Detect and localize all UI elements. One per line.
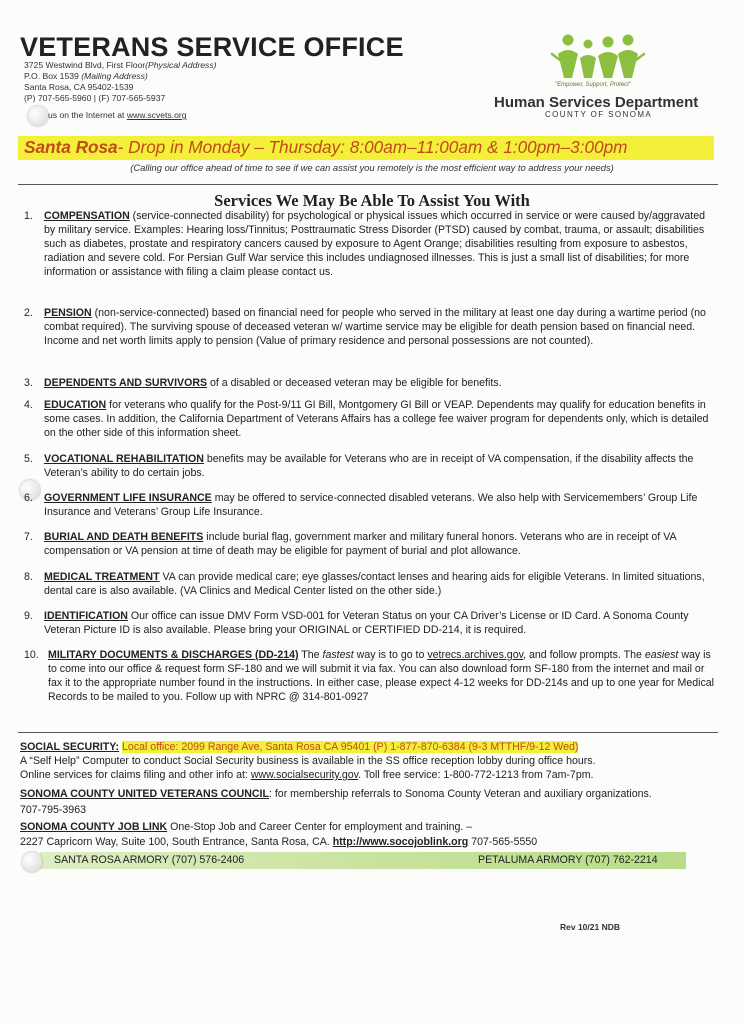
county-name: COUNTY OF SONOMA — [545, 110, 653, 119]
social-security-line — [20, 740, 720, 754]
service-item-compensation: 1. COMPENSATION (service-connected disability) for psychological or physical issues which occurred in service or were caused by/aggravated by military service. Examples: Hearing loss/Tinnitus; Posttraumatic Stress Disorder (PTSD) caused by combat, trauma, or assault; disabilities such as diabetes, prostate and respiratory cancers caused by exposure to Agent Orange; disabilities resulting from exposure to asbestos, radiation and severe cold. For Persian Gulf War service this includes undiagnosed illnesses. This is just a small list of disabilities; for more information or assistance with filing a claim please contact us. — [24, 210, 706, 278]
vetrecs-link[interactable]: vetrecs.archives.gov — [427, 649, 524, 661]
social-security-office: Local office: 2099 Range Ave, Santa Rosa CA 95401 (P) 1-877-870-6384 (9-3 MTTHF/9-12 Wed) — [122, 741, 579, 753]
veterans-council-line: SONOMA COUNTY UNITED VETERANS COUNCIL: for membership referrals to Sonoma County Veteran and auxiliary organizations. — [20, 788, 652, 800]
logo-tagline: "Empower, Support, Protect" — [555, 82, 631, 88]
services-title: Services We May Be Able To Assist You With — [214, 191, 530, 210]
service-item-burial: 7. BURIAL AND DEATH BENEFITS include burial flag, government marker and military funeral honors. Veterans who are in receipt of VA compensation or VA pension at time of death may be eligible for payment of burial and plot allowance. — [24, 531, 676, 557]
hole-punch-icon — [28, 106, 48, 126]
petaluma-armory: PETALUMA ARMORY (707) 762-2214 — [478, 854, 658, 866]
address-mailing: P.O. Box 1539 (Mailing Address) — [24, 71, 148, 81]
address-city: Santa Rosa, CA 95402-1539 — [24, 82, 134, 92]
service-item-life-insurance: 6. GOVERNMENT LIFE INSURANCE may be offered to service-connected disabled veterans. We also help with Servicemembers’ Group Life Insurance and Veterans’ Group Life Insurance. — [24, 492, 698, 518]
service-item-military-documents: 10. MILITARY DOCUMENTS & DISCHARGES (DD-214) The fastest way is to go to vetrecs.archives.gov, and follow prompts. The easiest way is to come into our office & request form SF-180 and we will submit it via fax. You can also download form SF-180 from the internet and mail or fax it to the appropriate number found in the instructions. In either case, please expect 4-12 weeks for DD-214s and up to one year for Medical Records to be mailed to you. Follow up with NPRC @ 314-801-0927 — [24, 649, 715, 703]
divider — [18, 184, 718, 185]
job-link-address: 2227 Capricorn Way, Suite 100, South Entrance, Santa Rosa, CA. http://www.socojoblink.org 707-565-5550 — [20, 836, 538, 848]
service-item-pension: 2. PENSION (non-service-connected) based on financial need for people who served in the military at least one day during a wartime period (no combat required). The surviving spouse of deceased veteran w/ wartime service may be eligible for death pension based on financial need. Income and net worth limits apply to pension (Value of primary residence and personal possessions are not counted). — [24, 307, 706, 347]
socojoblink-link[interactable]: http://www.socojoblink.org — [332, 836, 469, 848]
phone-fax: (P) 707-565-5960 | (F) 707-565-5937 — [24, 93, 166, 103]
website-link[interactable]: www.scvets.org — [126, 110, 187, 120]
hole-punch-icon — [22, 852, 42, 872]
job-link-line: SONOMA COUNTY JOB LINK One-Stop Job and Career Center for employment and training. – — [20, 821, 473, 833]
veterans-council-heading: SONOMA COUNTY UNITED VETERANS COUNCIL — [20, 788, 269, 800]
hours-location: Santa Rosa — [24, 137, 118, 157]
service-item-vocational: 5. VOCATIONAL REHABILITATION benefits may be available for Veterans who are in receipt of VA compensation, if the disability affects the Veteran’s ability to do certain jobs. — [24, 453, 694, 479]
web-address: us on the Internet at www.scvets.org — [48, 110, 187, 120]
online-services-line: Online services for claims filing and other info at: www.socialsecurity.gov. Toll free service: 1-800-772-1213 from 7am-7pm. — [20, 769, 594, 781]
job-link-heading: SONOMA COUNTY JOB LINK — [20, 821, 168, 833]
service-item-dependents: 3. DEPENDENTS AND SURVIVORS of a disabled or deceased veteran may be eligible for benefits. — [24, 377, 502, 389]
department-name: Human Services Department — [494, 94, 699, 111]
santa-rosa-armory: SANTA ROSA ARMORY (707) 576-2406 — [54, 854, 245, 866]
service-item-identification: 9. IDENTIFICATION Our office can issue DMV Form VSD-001 for Veteran Status on your CA Driver’s License or ID Card. A Sonoma County Veteran Picture ID is also available. Please bring your ORIGINAL or CERTIFIED DD-214, it is required. — [24, 610, 689, 636]
revision-note: Rev 10/21 NDB — [560, 922, 621, 932]
socialsecurity-link[interactable]: www.socialsecurity.gov — [250, 769, 359, 781]
hours-note: (Calling our office ahead of time to see if we can assist you remotely is the most efficient way to address your needs) — [130, 162, 614, 173]
divider — [18, 732, 718, 733]
address-physical: 3725 Westwind Blvd, First Floor(Physical Address) — [24, 60, 217, 70]
social-security-heading: SOCIAL SECURITY: — [20, 741, 120, 753]
self-help-line: A “Self Help” Computer to conduct Social Security business is available in the SS office reception lobby during office hours. — [20, 755, 596, 767]
hours-banner: Santa Rosa- Drop in Monday – Thursday: 8:00am–11:00am & 1:00pm–3:00pm — [24, 137, 628, 157]
service-item-education: 4. EDUCATION for veterans who qualify for the Post-9/11 GI Bill, Montgomery GI Bill or VEAP. Dependents may qualify for education benefits in some cases. In addition, the California Department of Veterans Affairs has a college fee waiver program for dependents only, which is detailed on the other side of this information sheet. — [24, 399, 709, 439]
service-item-medical: 8. MEDICAL TREATMENT VA can provide medical care; eye glasses/contact lenses and hearing aids for eligible Veterans. In limited situations, dental care is also available. (VA Clinics and Medical Center listed on the other side.) — [24, 571, 705, 597]
veterans-council-phone: 707-795-3963 — [20, 804, 86, 816]
office-title: VETERANS SERVICE OFFICE — [20, 32, 404, 62]
